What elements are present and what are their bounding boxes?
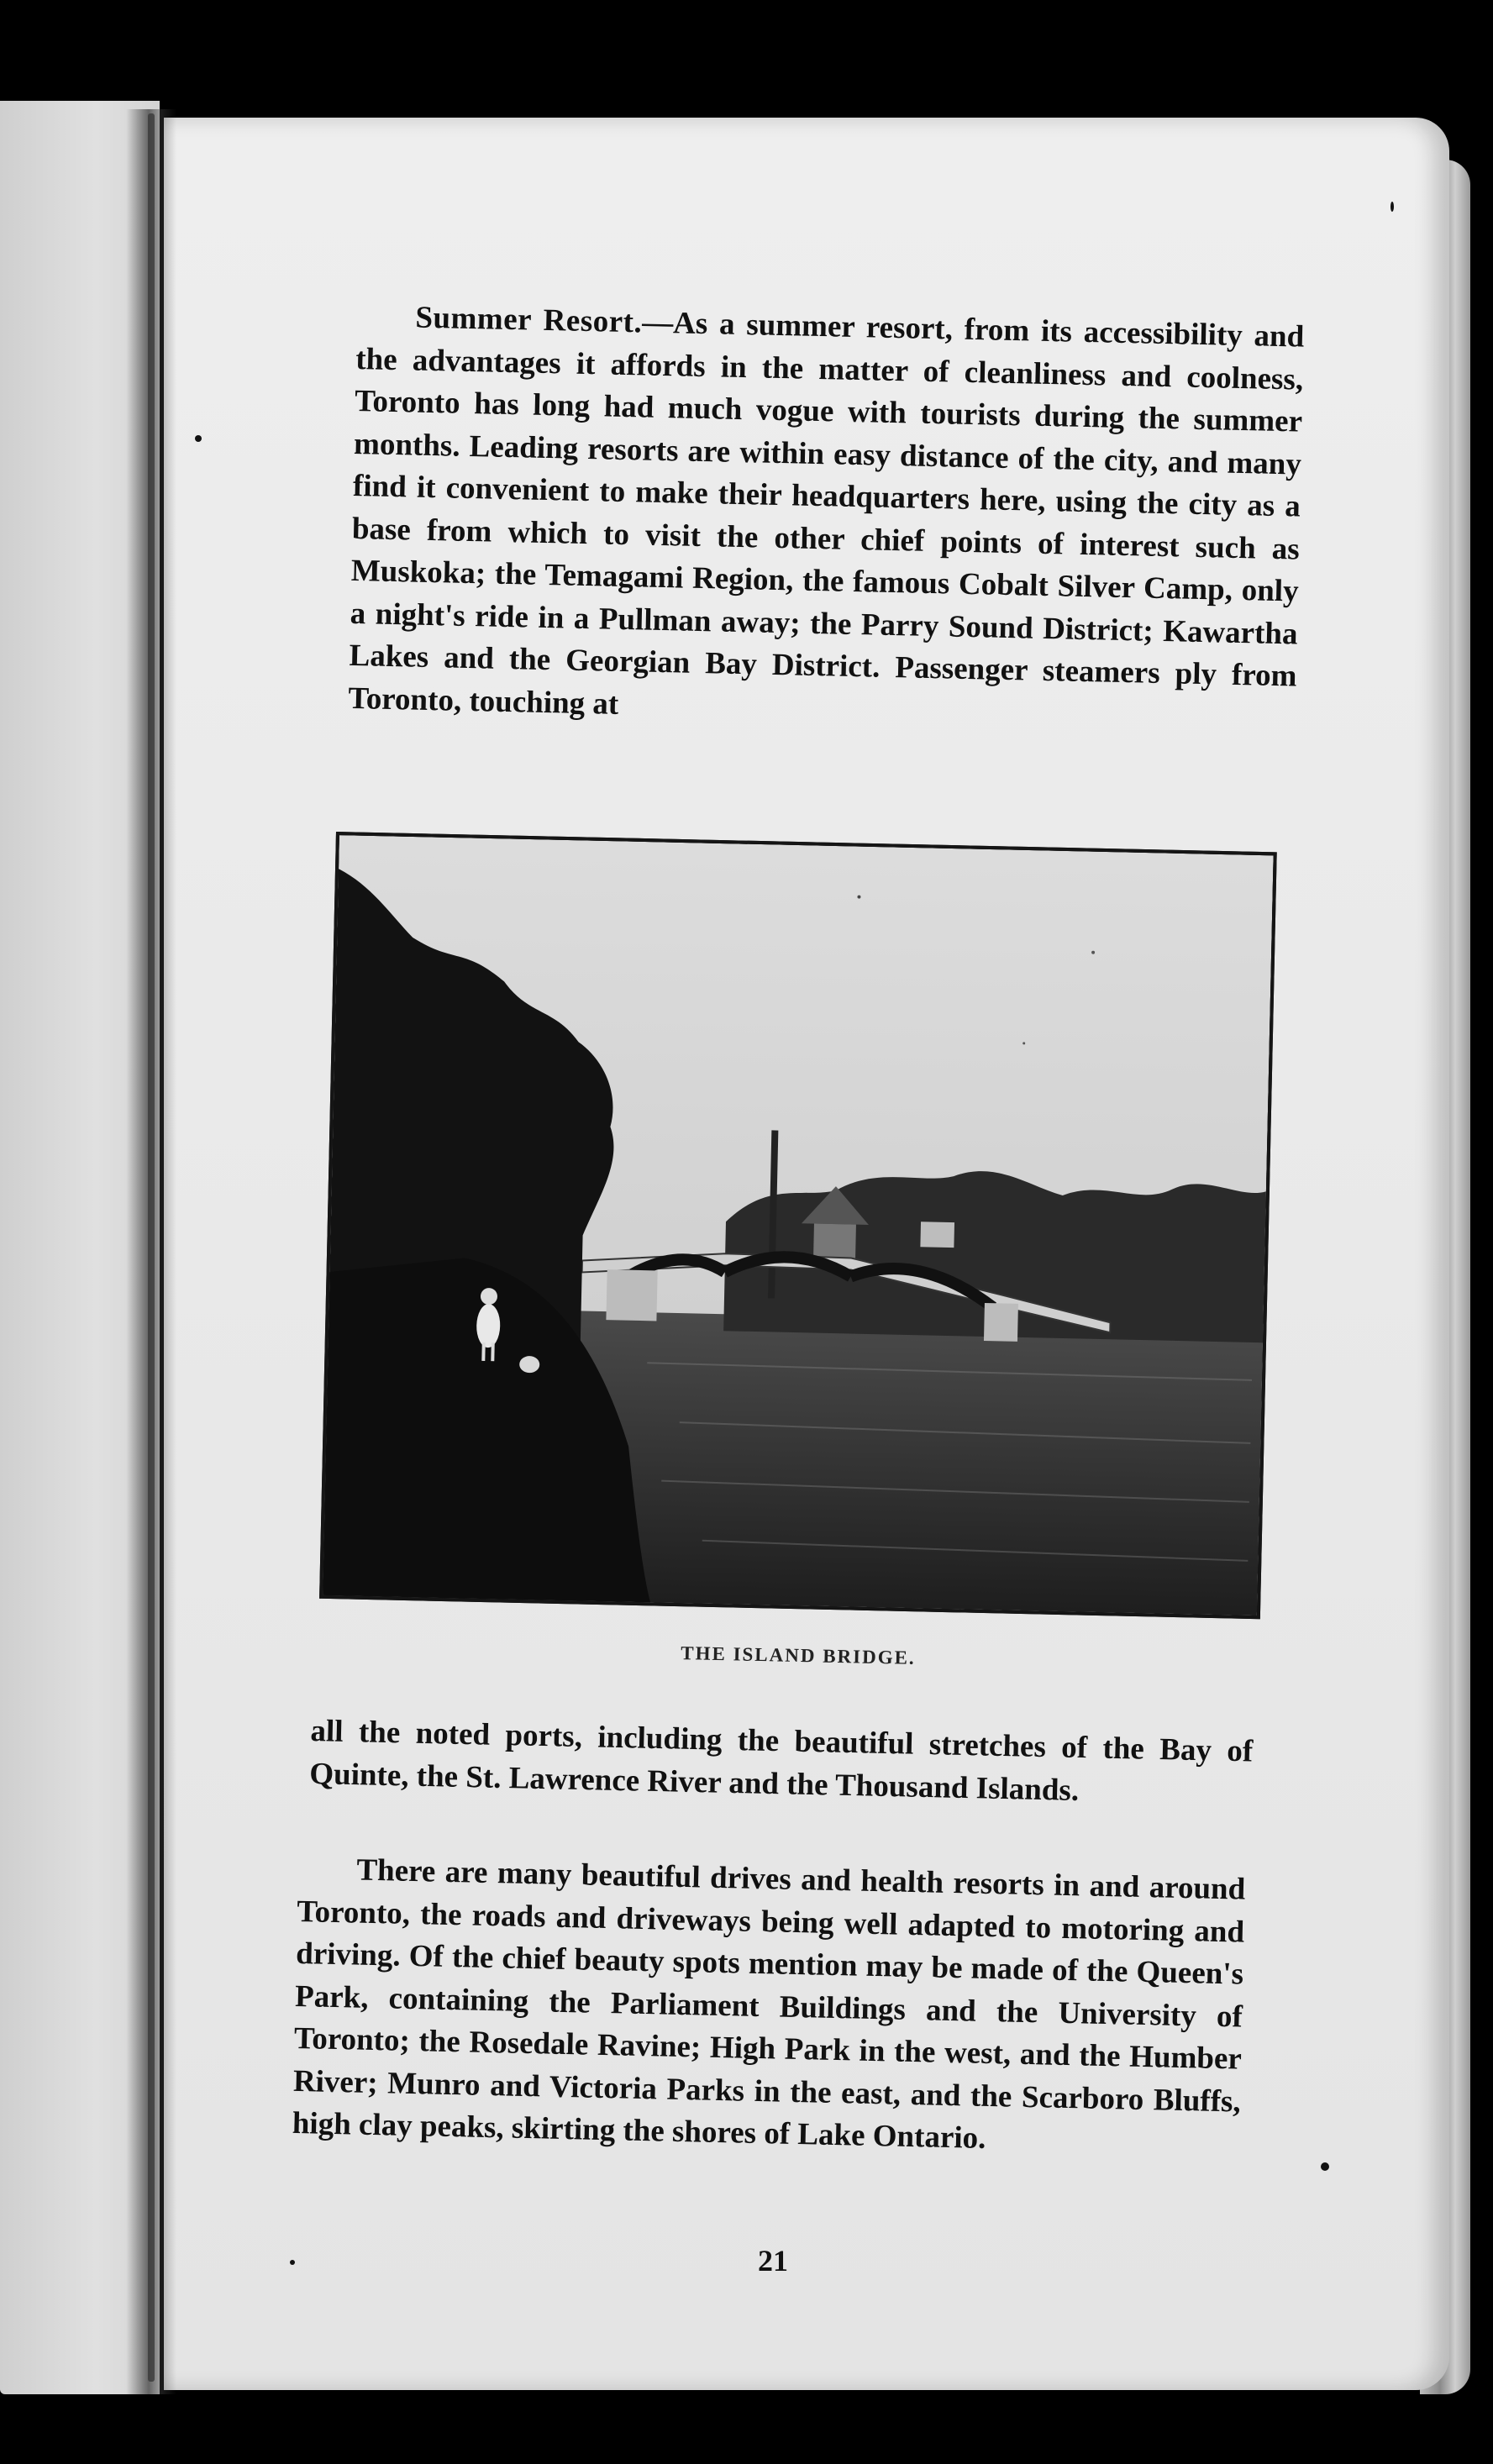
print-speck bbox=[1390, 202, 1394, 212]
paragraph-text: —As a summer resort, from its accessibility and the advantages it affords in the matter of cleanliness and coolness, Toronto has long had much vogue with tourists during the summer months. Leading resorts are within easy distance of the city, and many find it convenient to make their headquarters here, using the city as a base from which to visit the other chief points of interest such as Muskoka; the Temagami Region, the famous Cobalt Silver Camp, only a night's ride in a Pullman away; the Parry Sound District; Kawartha Lakes and the Georgian Bay District. Passenger steamers ply from Toronto, touching at bbox=[348, 305, 1305, 722]
binding-fold bbox=[148, 113, 155, 2382]
drives-paragraph: There are many beautiful drives and health resorts in and around Toronto, the roads and driveways being well adapted to motoring and driving. Of the chief beauty spots mention may be made of the Queen's Park, containing the Parliament Buildings and the University of Toronto; the Rosedale Ravine; High Park in the west, and the Humber River; Munro and Victoria Parks in the east, and the Scarboro Bluffs, high clay peaks, skirting the shores of Lake Ontario. bbox=[292, 1852, 1246, 2156]
print-speck bbox=[1321, 2162, 1329, 2171]
bridge-photo-illustration bbox=[323, 835, 1273, 1616]
summer-resort-paragraph bbox=[348, 296, 1305, 740]
photo-caption: THE ISLAND BRIDGE. bbox=[681, 1642, 916, 1668]
island-bridge-photo bbox=[319, 832, 1277, 1619]
print-speck bbox=[195, 435, 202, 442]
page-number: 21 bbox=[758, 2244, 788, 2277]
continuation-paragraph: all the noted ports, including the beautiful stretches of the Bay of Quinte, the St. Lawrence River and the Thousand Islands. bbox=[308, 1713, 1254, 1808]
section-heading: Summer Resort. bbox=[415, 300, 643, 340]
print-speck bbox=[290, 2260, 295, 2265]
